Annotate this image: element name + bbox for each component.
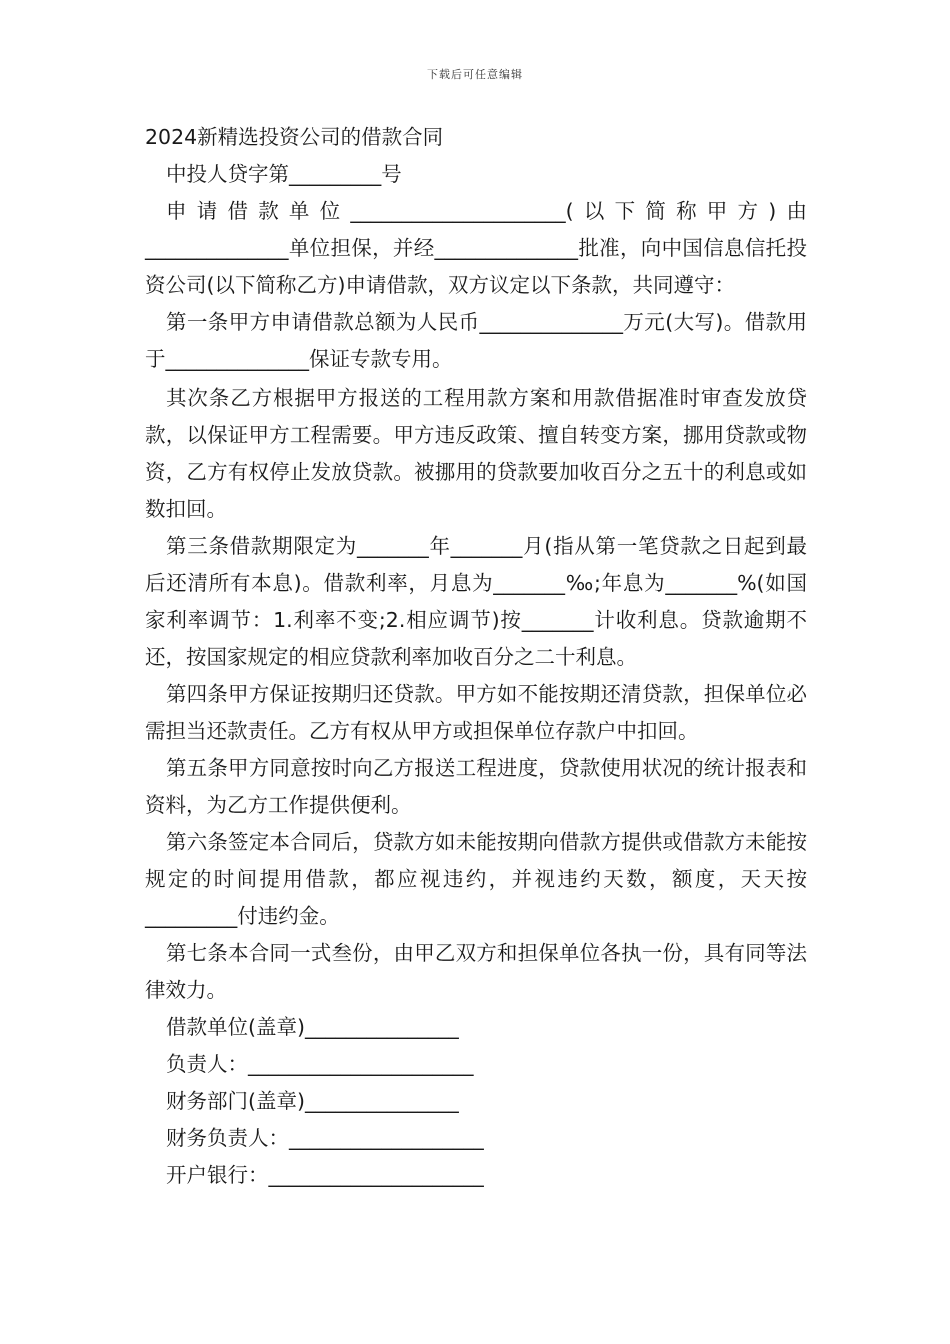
article-7: 第七条本合同一式叁份，由甲乙双方和担保单位各执一份，具有同等法律效力。 — [145, 941, 807, 1002]
article-3: 第三条借款期限定为_______年_______月(指从第一笔贷款之日起到最后还清所有本息)。借款利率，月息为_______‰;年息为_______%(如国家利率调节：1.利率不变;2.相应调节)按_______计收利息。贷款逾期不还，按国家规定的相应贷款利率加收百分之二十利息。 — [145, 534, 807, 669]
article-2: 其次条乙方根据甲方报送的工程用款方案和用款借据准时审查发放贷款，以保证甲方工程需要。甲方违反政策、擅自转变方案，挪用贷款或物资，乙方有权停止发放贷款。被挪用的贷款要加收百分之五十的利息或如数扣回。 — [145, 386, 807, 521]
intro-paragraph: 申请借款单位_____________________(以下简称甲方)由______________单位担保，并经______________批准，向中国信息信托投资公司(以下简称乙方)申请借款，双方议定以下条款，共同遵守： — [145, 199, 807, 297]
article-6: 第六条签定本合同后，贷款方如未能按期向借款方提供或借款方未能按规定的时间提用借款，都应视违约，并视违约天数，额度，天天按_________付违约金。 — [145, 830, 807, 928]
page-header-note: 下载后可任意编辑 — [427, 68, 523, 81]
signature-person-in-charge: 负责人：______________________ — [166, 1052, 474, 1076]
article-4: 第四条甲方保证按期归还贷款。甲方如不能按期还清贷款，担保单位必需担当还款责任。乙方有权从甲方或担保单位存款户中扣回。 — [145, 682, 807, 743]
signature-finance-dept: 财务部门(盖章)_______________ — [166, 1089, 459, 1113]
document-number: 中投人贷字第_________号 — [166, 162, 402, 186]
document-title: 2024新精选投资公司的借款合同 — [145, 125, 444, 149]
contract-document — [145, 119, 807, 1194]
article-1: 第一条甲方申请借款总额为人民币______________万元(大写)。借款用于______________保证专款专用。 — [145, 310, 807, 371]
signature-borrower: 借款单位(盖章)_______________ — [166, 1015, 459, 1039]
signature-finance-person: 财务负责人：___________________ — [166, 1126, 484, 1150]
signature-bank: 开户银行：_____________________ — [166, 1163, 484, 1187]
article-5: 第五条甲方同意按时向乙方报送工程进度，贷款使用状况的统计报表和资料，为乙方工作提供便利。 — [145, 756, 807, 817]
